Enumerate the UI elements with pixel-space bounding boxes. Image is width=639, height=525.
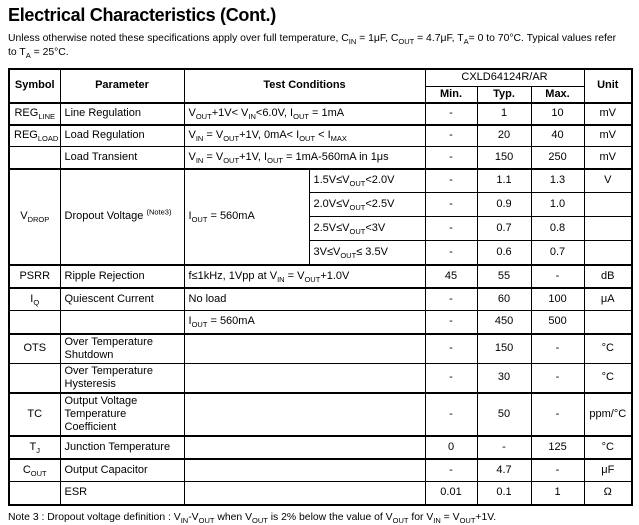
min-cell: - — [425, 288, 477, 311]
condition-cell: $V_{IN} = V_{OUT}+1V$, $0mA< I_{OUT} < I_{MAX}$ — [184, 125, 425, 147]
unit-cell — [584, 193, 632, 217]
condition-cell: No load — [184, 288, 425, 311]
condition-cell: $I_{OUT} = 560mA$ — [184, 311, 425, 334]
parameter-cell: Output Voltage Temperature Coefficient — [60, 393, 184, 436]
parameter-cell: Ripple Rejection — [60, 265, 184, 288]
typ-cell: 150 — [477, 334, 531, 364]
symbol-cell: $C_{OUT}$ — [9, 459, 60, 482]
unit-cell: °C — [584, 436, 632, 459]
symbol-cell: $V_{DROP}$ — [9, 169, 60, 265]
table-row — [9, 393, 632, 436]
min-cell: - — [425, 147, 477, 169]
typ-cell: 0.7 — [477, 217, 531, 241]
min-cell: - — [425, 311, 477, 334]
typ-cell: - — [477, 436, 531, 459]
header-row-1 — [9, 69, 632, 86]
max-cell: 125 — [531, 436, 584, 459]
table-row — [9, 265, 632, 288]
table-row — [9, 169, 632, 193]
condition-cell — [184, 436, 425, 459]
max-cell: 250 — [531, 147, 584, 169]
symbol-cell: $I_Q$ — [9, 288, 60, 311]
unit-cell — [584, 241, 632, 265]
parameter-cell: Dropout Voltage $^{(Note3)}$ — [60, 169, 184, 265]
typ-cell: 30 — [477, 363, 531, 393]
unit-cell: °C — [584, 363, 632, 393]
max-cell: 1.3 — [531, 169, 584, 193]
unit-cell: °C — [584, 334, 632, 364]
parameter-cell: Over Temperature Shutdown — [60, 334, 184, 364]
min-cell: - — [425, 393, 477, 436]
symbol-cell: $REG_{LINE}$ — [9, 103, 60, 125]
table-row — [9, 288, 632, 311]
min-cell: - — [425, 103, 477, 125]
condition-cell: $I_{OUT} = 560mA$ — [184, 169, 309, 265]
symbol-cell — [9, 147, 60, 169]
intro-line-2: to $T_A = 25^\circ C$. — [8, 46, 69, 60]
table-row — [9, 363, 632, 393]
symbol-cell — [9, 311, 60, 334]
electrical-characteristics-table — [8, 68, 633, 506]
footnote: Note 3 : Dropout voltage definition : $V_{IN}-V_{OUT}$ when $V_{OUT}$ is 2% below the value of $V_{OUT}$ for $V_{IN} = V_{OUT}+1V$. — [8, 511, 497, 525]
symbol-cell: $REG_{LOAD}$ — [9, 125, 60, 147]
max-cell: 1.0 — [531, 193, 584, 217]
unit-cell: mV — [584, 147, 632, 169]
parameter-cell: Line Regulation — [60, 103, 184, 125]
condition-cell — [184, 363, 425, 393]
condition-cell — [184, 482, 425, 505]
parameter-cell: Junction Temperature — [60, 436, 184, 459]
min-cell: 0 — [425, 436, 477, 459]
symbol-cell: OTS — [9, 334, 60, 364]
typ-header: Typ. — [477, 86, 531, 103]
table-row — [9, 103, 632, 125]
symbol-header: Symbol — [9, 69, 60, 103]
max-cell: - — [531, 334, 584, 364]
condition-cell — [184, 459, 425, 482]
unit-cell: μA — [584, 288, 632, 311]
max-cell: 40 — [531, 125, 584, 147]
table-row — [9, 459, 632, 482]
max-cell: - — [531, 459, 584, 482]
min-cell: - — [425, 193, 477, 217]
test-conditions-header: Test Conditions — [184, 69, 425, 103]
min-cell: 45 — [425, 265, 477, 288]
max-cell: 10 — [531, 103, 584, 125]
device-name-header: CXLD64124R/AR — [425, 69, 584, 86]
typ-cell: 55 — [477, 265, 531, 288]
unit-cell: Ω — [584, 482, 632, 505]
min-cell: - — [425, 125, 477, 147]
unit-header: Unit — [584, 69, 632, 103]
sub-condition-cell: $2.5V\le V_{OUT}<3V$ — [309, 217, 425, 241]
unit-cell — [584, 217, 632, 241]
unit-cell: mV — [584, 125, 632, 147]
intro-line-1: Unless otherwise noted these specifications apply over full temperature, $C_{IN} = 1\mu F$, $C_{OUT} = 4.7\mu F$, $T_A= 0$ to 70°C. Typical values refer — [8, 33, 617, 47]
min-cell: - — [425, 169, 477, 193]
symbol-cell: $T_J$ — [9, 436, 60, 459]
parameter-cell: ESR — [60, 482, 184, 505]
typ-cell: 1.1 — [477, 169, 531, 193]
min-cell: 0.01 — [425, 482, 477, 505]
parameter-cell: Load Regulation — [60, 125, 184, 147]
sub-condition-cell: $1.5V\le V_{OUT}<2.0V$ — [309, 169, 425, 193]
parameter-cell: Over Temperature Hysteresis — [60, 363, 184, 393]
symbol-cell: TC — [9, 393, 60, 436]
max-cell: 500 — [531, 311, 584, 334]
unit-cell: dB — [584, 265, 632, 288]
unit-cell: μF — [584, 459, 632, 482]
table-row — [9, 147, 632, 169]
sub-condition-cell: $3V\le V_{OUT}\le 3.5V$ — [309, 241, 425, 265]
table-row — [9, 334, 632, 364]
typ-cell: 0.1 — [477, 482, 531, 505]
min-cell: - — [425, 459, 477, 482]
min-cell: - — [425, 363, 477, 393]
max-cell: 100 — [531, 288, 584, 311]
symbol-cell: PSRR — [9, 265, 60, 288]
table-row — [9, 482, 632, 505]
table-row — [9, 311, 632, 334]
typ-cell: 0.6 — [477, 241, 531, 265]
typ-cell: 20 — [477, 125, 531, 147]
condition-cell — [184, 334, 425, 364]
condition-cell — [184, 393, 425, 436]
max-cell: - — [531, 363, 584, 393]
condition-cell: $V_{IN} = V_{OUT}+1V$, $I_{OUT} = 1mA-560mA$ in 1μs — [184, 147, 425, 169]
intro-text — [8, 32, 631, 59]
parameter-cell: Output Capacitor — [60, 459, 184, 482]
typ-cell: 1 — [477, 103, 531, 125]
parameter-header: Parameter — [60, 69, 184, 103]
unit-cell: V — [584, 169, 632, 193]
max-cell: - — [531, 265, 584, 288]
table-row — [9, 436, 632, 459]
table-row — [9, 125, 632, 147]
parameter-cell: Quiescent Current — [60, 288, 184, 311]
min-cell: - — [425, 217, 477, 241]
unit-cell: mV — [584, 103, 632, 125]
min-header: Min. — [425, 86, 477, 103]
symbol-cell — [9, 482, 60, 505]
typ-cell: 150 — [477, 147, 531, 169]
max-cell: 1 — [531, 482, 584, 505]
condition-cell: $V_{OUT}+1V< V_{IN}<6.0V$, $I_{OUT} = 1mA$ — [184, 103, 425, 125]
typ-cell: 4.7 — [477, 459, 531, 482]
page-title: Electrical Characteristics (Cont.) — [8, 5, 276, 25]
min-cell: - — [425, 241, 477, 265]
typ-cell: 450 — [477, 311, 531, 334]
typ-cell: 50 — [477, 393, 531, 436]
typ-cell: 60 — [477, 288, 531, 311]
sub-condition-cell: $2.0V\le V_{OUT}<2.5V$ — [309, 193, 425, 217]
condition-cell: f≤1kHz, 1Vpp at $V_{IN} = V_{OUT}+1.0V$ — [184, 265, 425, 288]
max-cell: 0.8 — [531, 217, 584, 241]
min-cell: - — [425, 334, 477, 364]
max-header: Max. — [531, 86, 584, 103]
parameter-cell: Load Transient — [60, 147, 184, 169]
max-cell: - — [531, 393, 584, 436]
parameter-cell — [60, 311, 184, 334]
symbol-cell — [9, 363, 60, 393]
unit-cell: ppm/°C — [584, 393, 632, 436]
typ-cell: 0.9 — [477, 193, 531, 217]
unit-cell — [584, 311, 632, 334]
max-cell: 0.7 — [531, 241, 584, 265]
